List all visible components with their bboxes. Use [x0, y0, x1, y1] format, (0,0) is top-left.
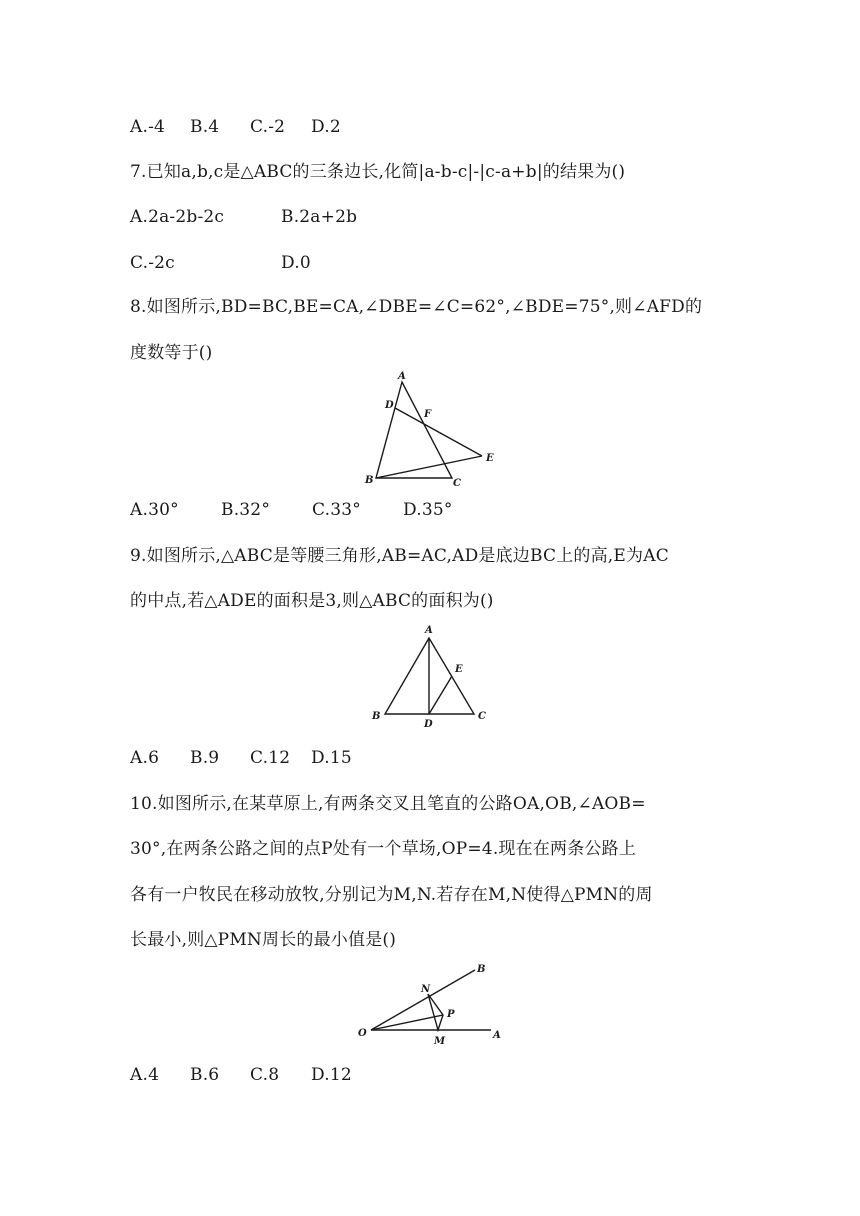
q8-label-a: A	[398, 371, 406, 382]
q6-option-a: A.-4	[130, 117, 166, 137]
q10-figure	[355, 962, 515, 1052]
q8-option-d: D.35°	[403, 500, 453, 520]
q8-label-c: C	[453, 478, 461, 489]
q9-label-e: E	[455, 664, 463, 675]
q10-triangle-pmn	[428, 994, 443, 1030]
q9-option-d: D.15	[311, 748, 352, 768]
q9-label-a: A	[425, 625, 433, 636]
q9-figure	[368, 624, 498, 734]
q8-segment-be	[376, 456, 482, 478]
q7-option-c: C.-2c	[130, 253, 175, 273]
q6-option-d: D.2	[311, 117, 341, 137]
q6-option-b: B.4	[190, 117, 220, 137]
q9-option-a: A.6	[130, 748, 160, 768]
q8-triangle-abc	[376, 382, 452, 478]
q8-label-e: E	[486, 453, 494, 464]
q10-option-d: D.12	[311, 1065, 352, 1085]
q9-option-c: C.12	[250, 748, 291, 768]
q8-label-b: B	[365, 475, 374, 486]
q8-option-b: B.32°	[221, 500, 271, 520]
q10-label-n: N	[421, 984, 431, 995]
q10-label-p: P	[447, 1009, 455, 1020]
q8-figure	[360, 370, 500, 490]
q7-option-d: D.0	[281, 253, 311, 273]
q10-option-b: B.6	[190, 1065, 220, 1085]
q10-stem-line1: 10.如图所示,在某草原上,有两条交叉且笔直的公路OA,OB,∠AOB=	[130, 794, 646, 814]
q10-option-a: A.4	[130, 1065, 160, 1085]
q9-label-c: C	[478, 711, 486, 722]
q9-option-b: B.9	[190, 748, 220, 768]
q10-label-a: A	[493, 1030, 501, 1041]
q7-option-b: B.2a+2b	[281, 207, 358, 227]
q6-option-c: C.-2	[250, 117, 286, 137]
q8-stem-line2: 度数等于()	[130, 343, 213, 363]
q10-label-m: M	[434, 1036, 446, 1047]
q10-label-b: B	[477, 964, 486, 975]
q10-stem-line4: 长最小,则△PMN周长的最小值是()	[130, 930, 397, 950]
q9-label-b: B	[372, 711, 381, 722]
q8-segment-de	[395, 408, 482, 456]
q8-label-d: D	[385, 400, 394, 411]
q10-option-c: C.8	[250, 1065, 280, 1085]
q7-stem: 7.已知a,b,c是△ABC的三条边长,化简|a-b-c|-|c-a+b|的结果为()	[130, 162, 626, 182]
q7-options-row1	[130, 209, 357, 226]
q9-options	[130, 750, 352, 767]
q8-options	[130, 502, 453, 519]
q10-stem-line2: 30°,在两条公路之间的点P处有一个草场,OP=4.现在在两条公路上	[130, 839, 637, 859]
q6-options	[130, 119, 341, 136]
q10-segment-op	[371, 1015, 443, 1030]
q10-label-o: O	[358, 1028, 367, 1039]
q8-option-a: A.30°	[130, 500, 179, 520]
q7-options-row2	[130, 255, 311, 272]
q9-segment-de	[429, 676, 452, 714]
q8-label-f: F	[424, 409, 432, 420]
q10-options	[130, 1067, 352, 1084]
q9-stem-line2: 的中点,若△ADE的面积是3,则△ABC的面积为()	[130, 591, 494, 611]
q7-option-a: A.2a-2b-2c	[130, 207, 225, 227]
q10-stem-line3: 各有一户牧民在移动放牧,分别记为M,N.若存在M,N使得△PMN的周	[130, 885, 653, 905]
q8-stem-line1: 8.如图所示,BD=BC,BE=CA,∠DBE=∠C=62°,∠BDE=75°,则∠AFD的	[130, 297, 703, 317]
q9-stem-line1: 9.如图所示,△ABC是等腰三角形,AB=AC,AD是底边BC上的高,E为AC	[130, 546, 669, 566]
q10-road-ob	[371, 970, 475, 1030]
q8-option-c: C.33°	[312, 500, 361, 520]
q9-label-d: D	[424, 719, 433, 730]
